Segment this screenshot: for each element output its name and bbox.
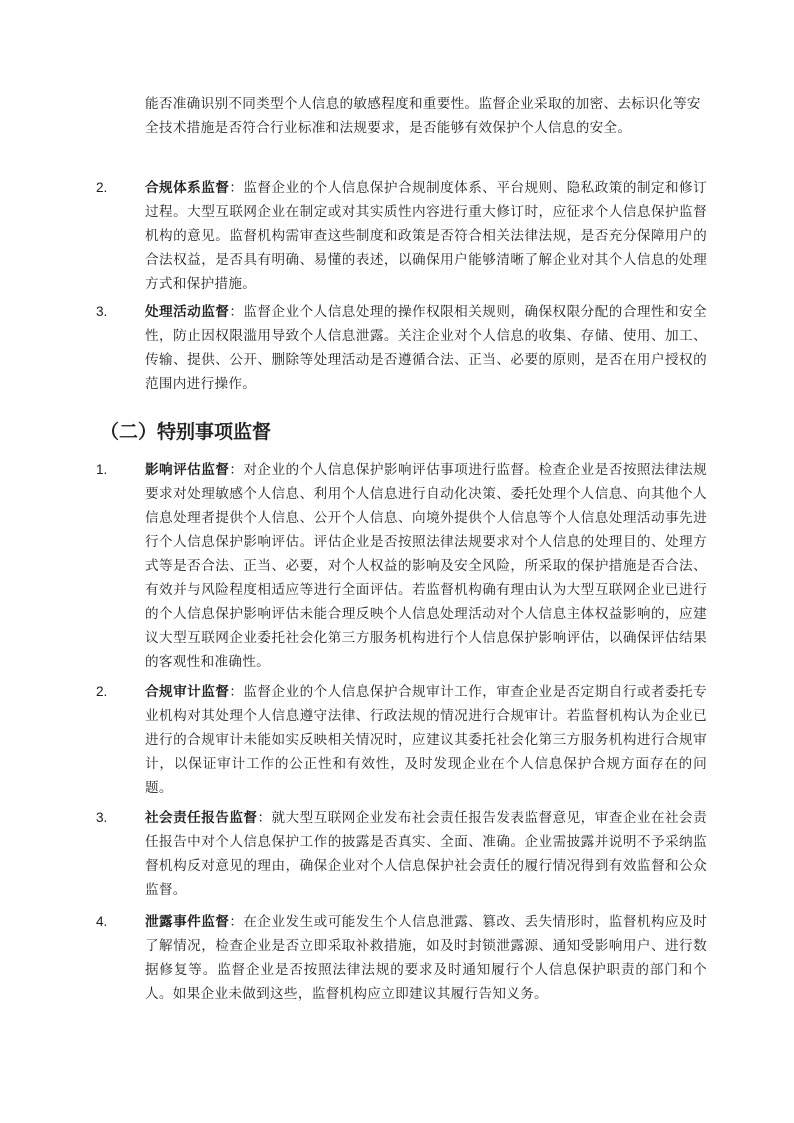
section-heading: （二）特别事项监督 <box>100 421 272 443</box>
list-number: 3. <box>96 304 108 319</box>
list-item-body <box>145 176 707 296</box>
list-number: 3. <box>96 810 108 825</box>
list-item-title: 影响评估监督 <box>145 462 230 478</box>
list-item-title: 合规审计监督 <box>145 684 230 700</box>
list-item-text: ：对企业的个人信息保护影响评估事项进行监督。检查企业是否按照法律法规要求对处理敏感个人信息、利用个人信息进行自动化决策、委托处理个人信息、向其他个人信息处理者提供个人信息、公开个人信息、向境外提供个人信息等个人信息处理活动事先进行个人信息保护影响评估。评估企业是否按照法律法规要求对个人信息的处理目的、处理方式等是否合法、正当、必要，对个人权益的影响及安全风险，所采取的保护措施是否合法、有效并与风险程度相适应等进行全面评估。若监督机构确有理由认为大型互联网企业已进行的个人信息保护影响评估未能合理反映个人信息处理活动对个人信息主体权益影响的，应建议大型互联网企业委托社会化第三方服务机构进行个人信息保护影响评估，以确保评估结果的客观性和准确性。 <box>145 462 707 670</box>
list-item-body <box>145 910 707 1006</box>
list-item-text: ：就大型互联网企业发布社会责任报告发表监督意见，审查企业在社会责任报告中对个人信息保护工作的披露是否真实、全面、准确。企业需披露并说明不予采纳监督机构反对意见的理由，确保企业对个人信息保护社会责任的履行情况得到有效监督和公众监督。 <box>145 810 707 898</box>
list-item-text: ：监督企业的个人信息保护合规制度体系、平台规则、隐私政策的制定和修订过程。大型互联网企业在制定或对其实质性内容进行重大修订时，应征求个人信息保护监督机构的意见。监督机构需审查这些制度和政策是否符合相关法律法规，是否充分保障用户的合法权益，是否具有明确、易懂的表述，以确保用户能够清晰了解企业对其个人信息的处理方式和保护措施。 <box>145 180 707 292</box>
list-item-text: ：在企业发生或可能发生个人信息泄露、篡改、丢失情形时，监督机构应及时了解情况，检查企业是否立即采取补救措施，如及时封锁泄露源、通知受影响用户、进行数据修复等。监督企业是否按照法律法规的要求及时通知履行个人信息保护职责的部门和个人。如果企业未做到这些，监督机构应立即建议其履行告知义务。 <box>145 914 707 1002</box>
list-item-body <box>145 300 707 396</box>
list-item-title: 合规体系监督 <box>145 180 230 196</box>
list-item-title: 社会责任报告监督 <box>145 810 258 826</box>
list-item-body <box>145 806 707 902</box>
list-number: 2. <box>96 684 108 699</box>
list-item-title: 泄露事件监督 <box>145 914 230 930</box>
list-item-text: ：监督企业个人信息处理的操作权限相关规则，确保权限分配的合理性和安全性，防止因权限滥用导致个人信息泄露。关注企业对个人信息的收集、存储、使用、加工、传输、提供、公开、删除等处理活动是否遵循合法、正当、必要的原则，是否在用户授权的范围内进行操作。 <box>145 304 707 392</box>
list-number: 2. <box>96 180 108 195</box>
list-item-title: 处理活动监督 <box>145 304 230 320</box>
list-item-body <box>145 680 707 800</box>
list-item-text: ：监督企业的个人信息保护合规审计工作，审查企业是否定期自行或者委托专业机构对其处理个人信息遵守法律、行政法规的情况进行合规审计。若监督机构认为企业已进行的合规审计未能如实反映相关情况时，应建议其委托社会化第三方服务机构进行合规审计，以保证审计工作的公正性和有效性，及时发现企业在个人信息保护合规方面存在的问题。 <box>145 684 707 796</box>
list-item-body <box>145 458 707 674</box>
continued-paragraph: 能否准确识别不同类型个人信息的敏感程度和重要性。监督企业采取的加密、去标识化等安全技术措施是否符合行业标准和法规要求，是否能够有效保护个人信息的安全。 <box>145 96 701 136</box>
list-number: 4. <box>96 914 108 929</box>
list-number: 1. <box>96 462 108 477</box>
